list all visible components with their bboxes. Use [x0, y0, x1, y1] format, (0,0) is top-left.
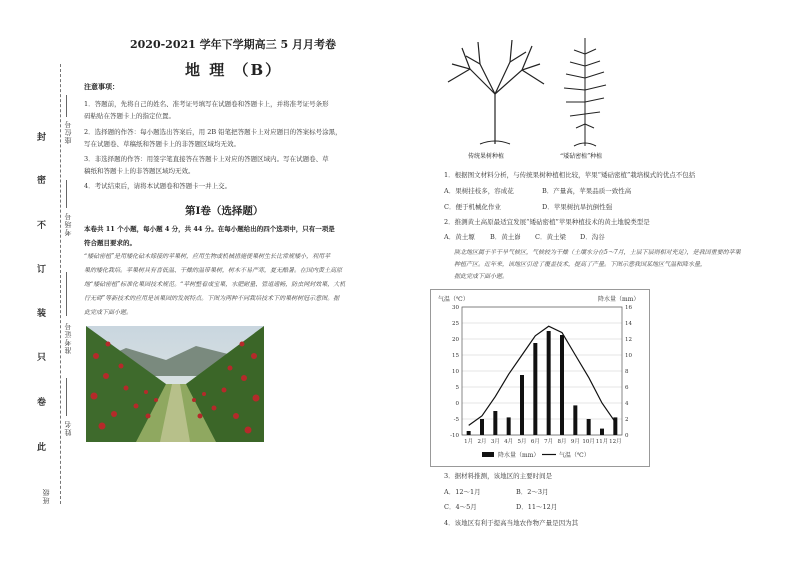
question-3: 3．据材料推测，该地区的主要时间是 [444, 472, 553, 480]
month-label: 5月 [517, 439, 527, 445]
cut-char-4: 订 [37, 265, 47, 275]
right-tick-label: 10 [625, 353, 632, 359]
right-tick-label: 16 [625, 305, 632, 311]
climate-passage-line: 种植产区。近年来，该地区引进了覆盖技术，提高了产量。下图示意我国某地区气温和降水量， [454, 261, 707, 268]
question-4: 4．该地区有利于提高当地农作物产量是因为其 [444, 519, 579, 527]
month-label: 11月 [595, 439, 609, 445]
right-tick-label: 0 [625, 433, 629, 439]
q3-option-b[interactable]: B．2～3月 [516, 488, 549, 496]
precip-bar [507, 417, 511, 435]
section-title: 第Ⅰ卷（选择题） [185, 205, 264, 217]
left-tick-label: -10 [450, 433, 459, 439]
seat-label: 座位号 [64, 120, 72, 144]
month-label: 12月 [609, 439, 622, 445]
month-label: 10月 [582, 439, 595, 445]
legend-bar-label: 降水量（mm） [498, 452, 540, 459]
exam-title: 2020-2021 学年下学期高三 5 月月考卷 [130, 38, 336, 51]
note-line: 4．考试结束后，请将本试题卷和答题卡一并上交。 [84, 182, 232, 190]
precip-bar [560, 335, 564, 435]
climate-passage-line: 陕北地区属于半干旱气候区，气候较为干燥（土壤水分在5～7月，土层下层则相对充足），是我国重要的苹果 [454, 249, 741, 256]
class-label: 班级 [42, 488, 50, 504]
cut-char-5: 装 [37, 309, 47, 319]
seat-field[interactable] [66, 95, 67, 117]
month-label: 3月 [490, 439, 500, 445]
month-label: 1月 [464, 439, 474, 445]
note-line: 2．选择题的作答：每小题选出答案后，用 2B 铅笔把答题卡上对应题目的答案标号涂黑， [84, 128, 342, 136]
precip-bar [600, 429, 604, 435]
right-tick-label: 12 [625, 337, 632, 343]
month-label: 6月 [530, 439, 540, 445]
left-tick-label: 0 [455, 401, 459, 407]
name-field[interactable] [66, 378, 67, 416]
note-line: 1．答题前，先将自己的姓名、准考证号填写在试题卷和答题卡上，并将准考证号条形 [84, 100, 329, 108]
precip-bar [480, 419, 484, 435]
dwarf-tree-diagram [550, 34, 620, 154]
exam-room-label: 考场号 [64, 212, 72, 236]
cut-char-2: 密 [37, 176, 47, 186]
right-tick-label: 6 [625, 385, 629, 391]
right-axis-label: 降水量（mm） [598, 296, 640, 303]
traditional-tree-diagram [440, 34, 550, 154]
subject-title: 地 理 （B） [185, 61, 283, 79]
note-line: 稿纸和答题卡上的非答题区域均无效。 [84, 167, 195, 175]
q1-option-b[interactable]: B．产量高，苹果品质一致性高 [542, 187, 632, 195]
precip-bar [587, 419, 591, 435]
q3-option-d[interactable]: D．11～12月 [516, 503, 558, 511]
left-axis-label: 气温（℃） [438, 296, 469, 303]
ticket-label: 准考证号 [64, 322, 72, 354]
passage-line: 此完成下面小题。 [84, 309, 133, 316]
orchard-photo [86, 326, 264, 442]
precip-bar [547, 331, 551, 435]
exam-room-field[interactable] [66, 180, 67, 208]
climate-passage [454, 247, 784, 283]
ticket-field[interactable] [66, 272, 67, 316]
cut-char-7: 卷 [37, 398, 47, 408]
q2-option-a[interactable]: A．黄土塬 [444, 233, 475, 241]
precip-bar [493, 411, 497, 435]
left-tick-label: 30 [452, 305, 459, 311]
precip-bar [533, 343, 537, 435]
month-label: 7月 [544, 439, 554, 445]
notes-heading: 注意事项： [84, 82, 119, 91]
passage [84, 250, 404, 320]
cut-char-3: 不 [37, 221, 47, 231]
question-1: 1．根据图文材料分析，与传统果树种植相比较，苹果“矮砧密植”栽培模式的优点不包括 [444, 171, 696, 179]
q1-option-c[interactable]: C．便于机械化作业 [444, 203, 501, 211]
q2-option-d[interactable]: D．沟谷 [580, 233, 605, 241]
q1-option-a[interactable]: A．果树挂枝多，容成花 [444, 187, 514, 195]
note-line: 写在试题卷、草稿纸和答题卡上的非答题区域均无效。 [84, 140, 240, 148]
section-intro-line: 符合题目要求的。 [84, 239, 136, 247]
dwarf-tree-caption: “矮砧密植”种植 [560, 153, 603, 160]
left-tick-label: 20 [452, 337, 459, 343]
name-label: 姓名 [64, 420, 72, 436]
binding-line [60, 64, 61, 504]
legend-bar-swatch [482, 452, 494, 457]
cut-char-6: 只 [37, 353, 47, 363]
climate-chart [430, 289, 650, 467]
left-tick-label: 25 [452, 321, 459, 327]
month-label: 8月 [557, 439, 567, 445]
month-label: 2月 [477, 439, 487, 445]
q3-option-c[interactable]: C．4～5月 [444, 503, 477, 511]
left-tick-label: 5 [455, 385, 459, 391]
month-label: 4月 [504, 439, 514, 445]
right-tick-label: 2 [625, 417, 629, 423]
month-label: 9月 [570, 439, 580, 445]
section-intro [84, 222, 404, 250]
precip-bar [573, 405, 577, 435]
precip-bar [520, 375, 524, 435]
right-tick-label: 14 [625, 321, 632, 327]
legend-line-label: 气温（℃） [559, 452, 590, 459]
question-2: 2．推测黄土高原最适宜发展“矮砧密植”苹果种植技术的黄土地貌类型是 [444, 218, 650, 226]
climate-passage-line: 据此完成下面小题。 [454, 273, 509, 280]
section-intro-line: 本卷共 11 个小题，每小题 4 分，共 44 分。在每小题给出的四个选项中，只有一项是 [84, 225, 335, 233]
passage-line: 果的矮化栽培。苹果树具有喜低温、干燥的温带果树，树木不易严寒，夏无酷暑。在国内黄土高原 [84, 267, 343, 274]
precip-bar [467, 431, 471, 435]
left-tick-label: -5 [453, 417, 459, 423]
q3-option-a[interactable]: A．12～1月 [444, 488, 481, 496]
note-line: 3．非选择题的作答：用签字笔直接答在答题卡上对应的答题区域内。写在试题卷、草 [84, 155, 329, 163]
right-tick-label: 8 [625, 369, 629, 375]
passage-line: 地“矮砧密植”标准化果园技术规范。“苹树整看成宝果，水肥耐量、管道通畅，防虫网封效果，大机 [84, 281, 346, 288]
note-line: 码粘贴在答题卡上的指定位置。 [84, 112, 175, 120]
left-tick-label: 10 [452, 369, 459, 375]
passage-line: 行无碍”等新技术的应用是该果园的发展特点。下图为两种不同栽培技术下的果树树冠示意图。据 [84, 295, 340, 302]
left-tick-label: 15 [452, 353, 459, 359]
q2-option-b[interactable]: B．黄土峁 [490, 233, 521, 241]
q2-option-c[interactable]: C．黄土梁 [535, 233, 566, 241]
passage-line: “矮砧密植”是用矮化砧木嫁接的苹果树，应用生物或机械措施使果树生长比常规矮小，利用苹 [84, 253, 331, 260]
cut-char-8: 此 [37, 443, 47, 453]
right-tick-label: 4 [625, 401, 629, 407]
traditional-tree-caption: 传统果树种植 [468, 153, 505, 160]
cut-char-1: 封 [37, 133, 47, 143]
q1-option-d[interactable]: D．苹果树抗旱抗倒性强 [542, 203, 613, 211]
